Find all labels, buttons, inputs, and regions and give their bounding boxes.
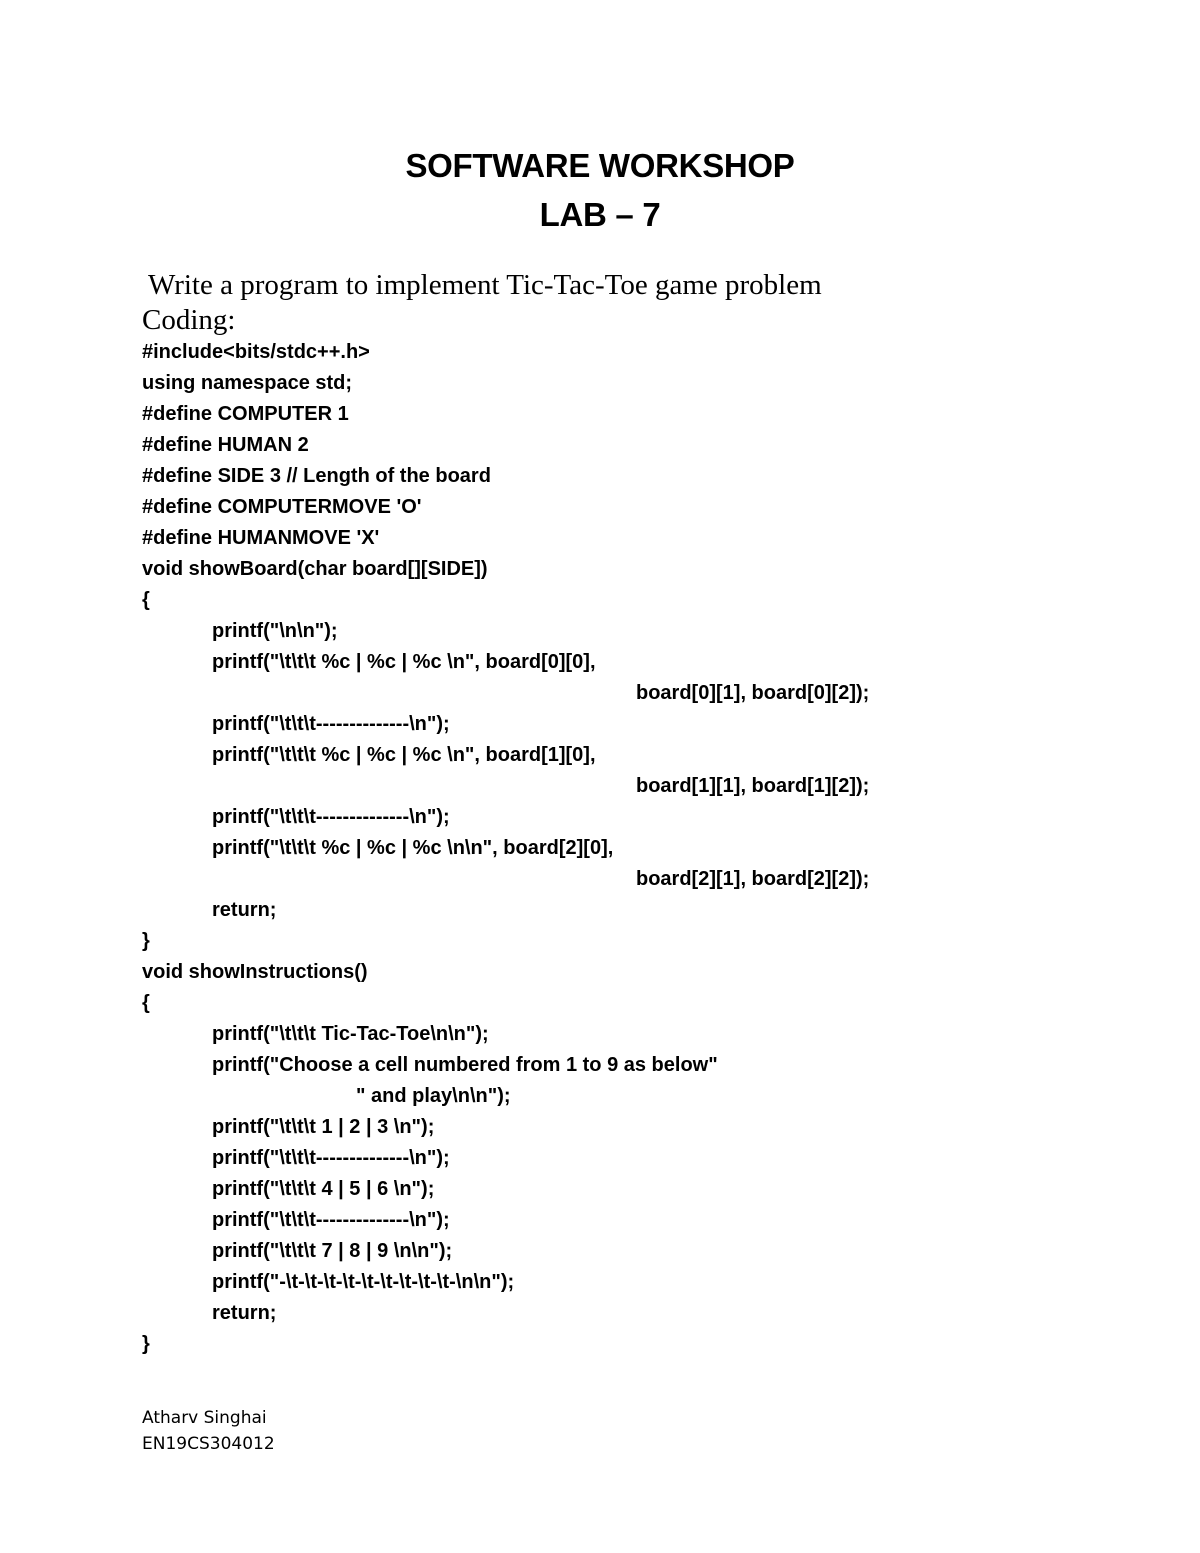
code-line: #include<bits/stdc++.h> bbox=[142, 341, 370, 363]
code-line: #define SIDE 3 // Length of the board bbox=[142, 465, 491, 487]
code-block bbox=[142, 337, 869, 1360]
code-line: printf("\t\t\t--------------\n"); bbox=[212, 1209, 450, 1231]
code-line: printf("\t\t\t--------------\n"); bbox=[212, 1147, 450, 1169]
code-line: void showBoard(char board[][SIDE]) bbox=[142, 558, 488, 580]
code-line: printf("\t\t\t 7 | 8 | 9 \n\n"); bbox=[212, 1240, 453, 1262]
code-line: printf("\n\n"); bbox=[212, 620, 338, 642]
code-line: printf("Choose a cell numbered from 1 to 9 as below" bbox=[212, 1054, 718, 1076]
lab-number: LAB – 7 bbox=[539, 196, 661, 233]
code-line: board[2][1], board[2][2]); bbox=[636, 868, 870, 890]
code-line: { bbox=[142, 992, 150, 1014]
code-line: #define HUMANMOVE 'X' bbox=[142, 527, 380, 549]
code-line: printf("\t\t\t--------------\n"); bbox=[212, 806, 450, 828]
code-line: #define HUMAN 2 bbox=[142, 434, 309, 456]
code-line: return; bbox=[212, 1302, 277, 1324]
code-line: } bbox=[142, 930, 150, 952]
code-line: printf("\t\t\t 4 | 5 | 6 \n"); bbox=[212, 1178, 435, 1200]
roll-number: EN19CS304012 bbox=[142, 1434, 275, 1454]
code-line: printf("\t\t\t--------------\n"); bbox=[212, 713, 450, 735]
document-title: SOFTWARE WORKSHOP bbox=[405, 147, 795, 184]
task-statement: Write a program to implement Tic-Tac-Toe game problem bbox=[148, 269, 822, 301]
author-name: Atharv Singhai bbox=[142, 1408, 267, 1428]
code-line: #define COMPUTERMOVE 'O' bbox=[142, 496, 422, 518]
code-line: return; bbox=[212, 899, 277, 921]
code-line: printf("\t\t\t %c | %c | %c \n", board[1][0], bbox=[212, 744, 596, 766]
code-line: { bbox=[142, 589, 150, 611]
code-line: #define COMPUTER 1 bbox=[142, 403, 349, 425]
code-line: board[1][1], board[1][2]); bbox=[636, 775, 870, 797]
code-line: " and play\n\n"); bbox=[356, 1085, 511, 1107]
code-line: board[0][1], board[0][2]); bbox=[636, 682, 870, 704]
code-line: printf("\t\t\t %c | %c | %c \n\n", board[2][0], bbox=[212, 837, 614, 859]
code-line: using namespace std; bbox=[142, 372, 353, 394]
coding-label: Coding: bbox=[142, 304, 236, 336]
code-line: printf("\t\t\t %c | %c | %c \n", board[0][0], bbox=[212, 651, 596, 673]
code-line: void showInstructions() bbox=[142, 961, 368, 983]
code-line: printf("\t\t\t 1 | 2 | 3 \n"); bbox=[212, 1116, 435, 1138]
code-line: printf("\t\t\t Tic-Tac-Toe\n\n"); bbox=[212, 1023, 489, 1045]
code-line: } bbox=[142, 1333, 150, 1355]
code-line: printf("-\t-\t-\t-\t-\t-\t-\t-\t-\t-\n\n"); bbox=[212, 1271, 515, 1293]
